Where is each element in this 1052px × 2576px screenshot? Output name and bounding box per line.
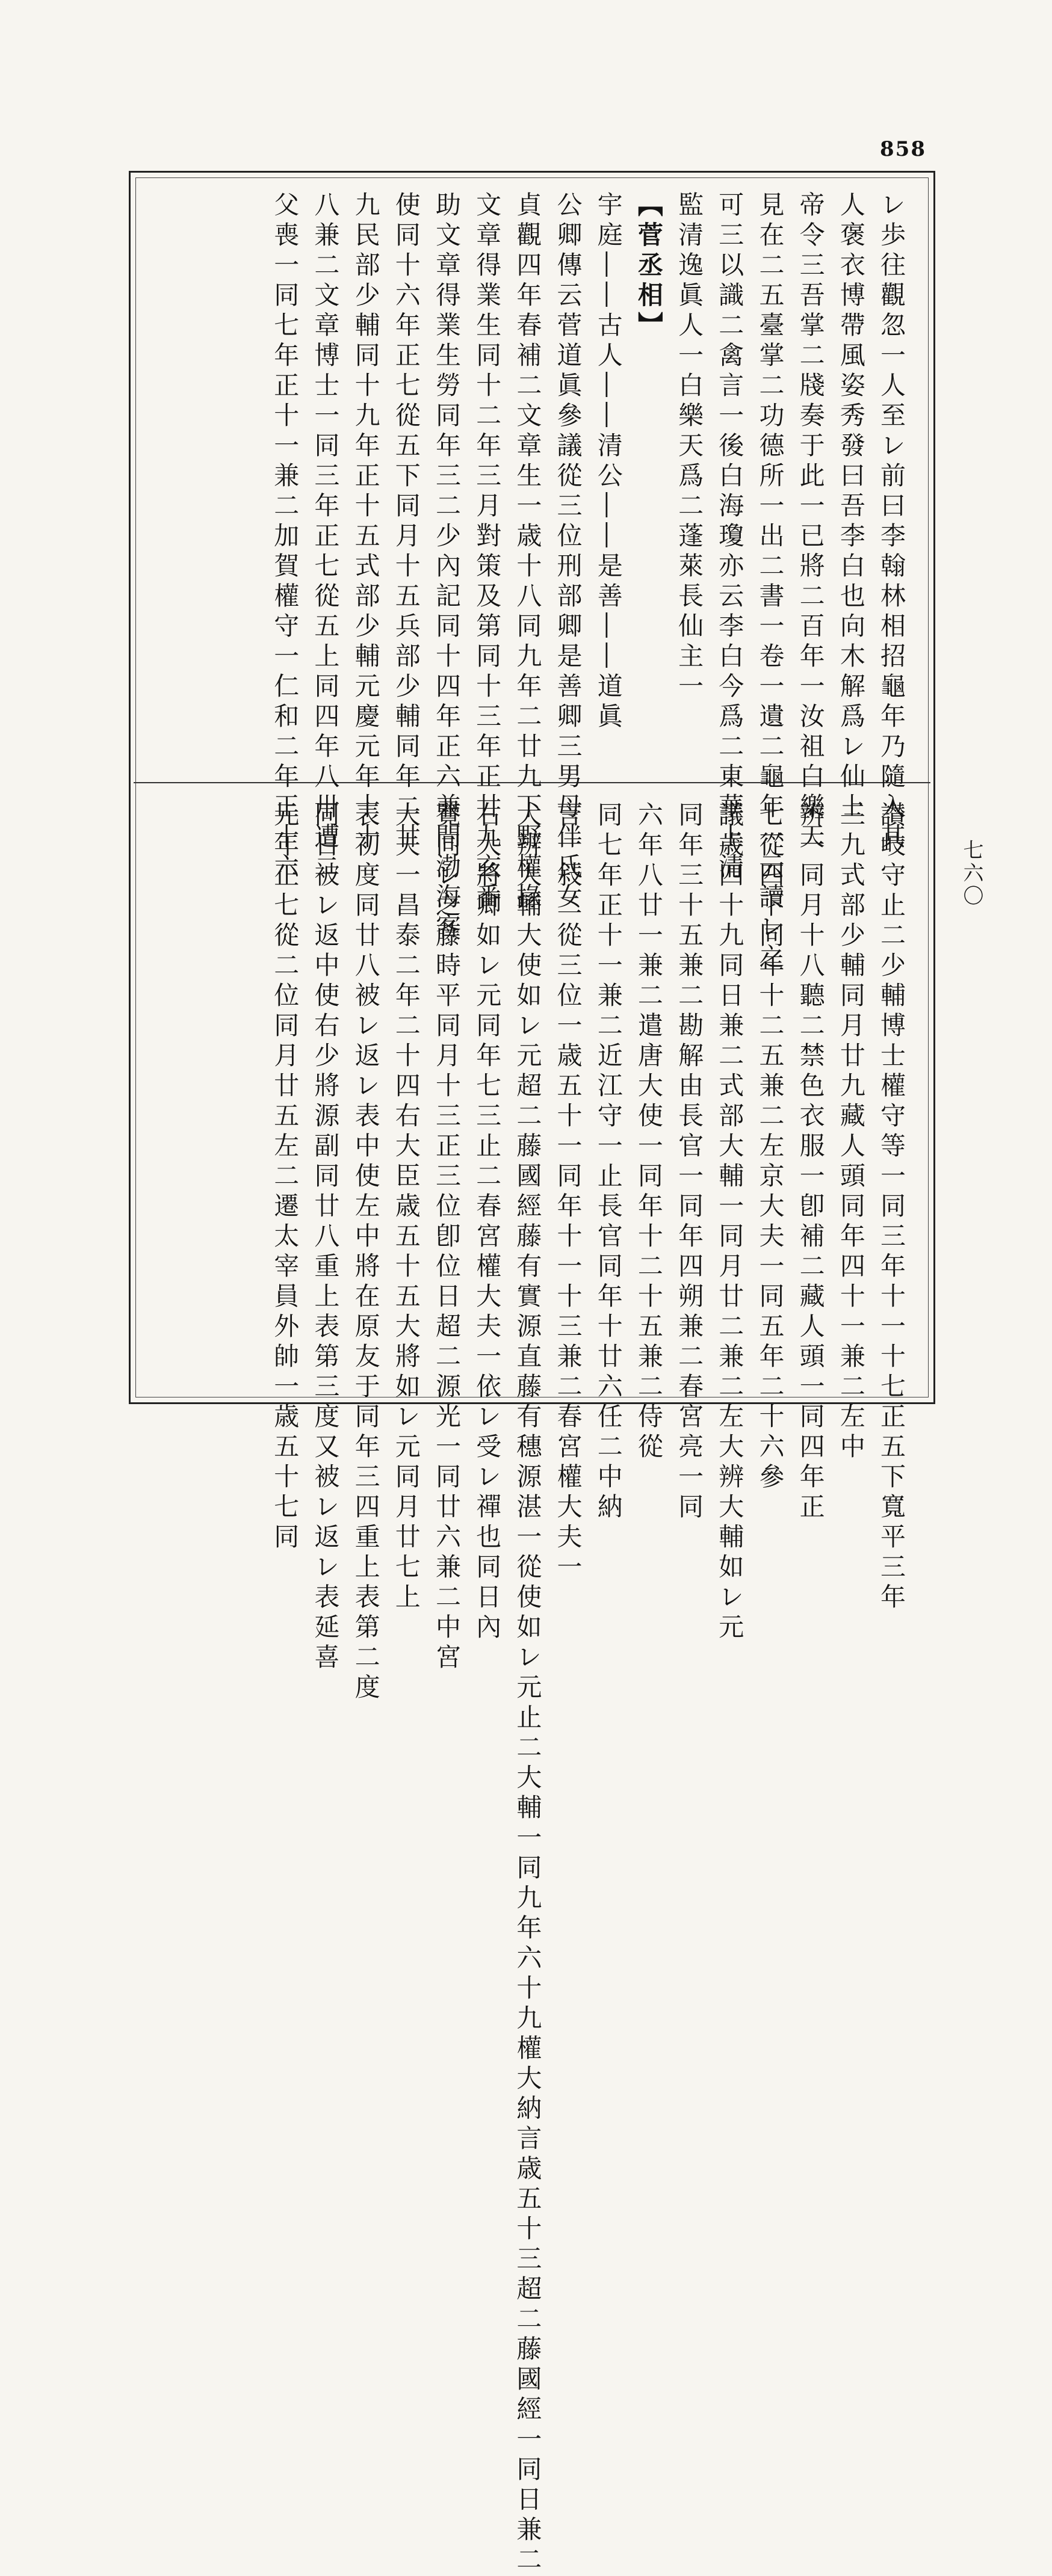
lower-line-1: 讃岐守止二少輔博士權守等一同三年十一十七正五下寬平三年 xyxy=(877,801,906,1613)
lower-line-16: 元年正七從二位同月廿五左二遷太宰員外帥一歳五十七同 xyxy=(270,801,300,1553)
lower-line-10: 大辨大輔大使如レ元超二藤國經藤有實源直藤有穗源湛一從使如レ元止二大輔一同九年六十九權大納言歳五十三超二藤國經一同日兼二 xyxy=(513,801,543,2576)
lower-line-6: 同年三十五兼二勘解由長官一同年四朔兼二春宮亮一同 xyxy=(675,801,705,1523)
upper-line-10: 貞觀四年春補二文章生一歳十八同九年二廿九下野權掾 xyxy=(513,191,543,913)
upper-line-14: 九民部少輔同十九年正十五式部少輔元慶元年十十 xyxy=(351,191,381,853)
lower-line-14: 表初度同廿八被レ返レ表中使左中將在原友于同年三四重上表第二度 xyxy=(351,801,381,1704)
lower-line-2: 三九式部少輔同月廿九藏人頭同年四十一兼二左中 xyxy=(836,801,866,1463)
upper-line-16: 父喪一同七年正十一兼二加賀權守一仁和二年正十六 xyxy=(270,191,300,883)
section-heading: 【菅丞相】 xyxy=(634,191,664,342)
upper-line-12: 助文章得業生勞同年三二少內記同十四年正六兼問渤海客 xyxy=(432,191,462,943)
upper-line-11: 文章得業生同十二年三月對策及第同十三年正廿九玄番 xyxy=(472,191,503,913)
upper-line-2: 人褒衣博帶風姿秀發曰吾李白也向木解爲レ仙上 xyxy=(836,191,866,823)
lower-text-block xyxy=(162,801,912,2576)
lower-line-7: 六年八廿一兼二遣唐大使一同年十二十五兼二侍從 xyxy=(634,801,664,1463)
lower-line-9: 言一敍二從三位一歳五十一同年十一十三兼二春宮權大夫一 xyxy=(553,801,583,1583)
upper-line-1: レ歩往觀忽一人至レ前曰李翰林相招龜年乃隨入其 xyxy=(877,191,906,853)
lower-line-8: 同七年正十一兼二近江守一止長官同年十廿六任二中納 xyxy=(593,801,623,1523)
upper-line-6: 監清逸眞人一白樂天爲二蓬萊長仙主一 xyxy=(675,191,705,703)
side-page-number: 七六〇 xyxy=(959,839,983,908)
page-number: 858 xyxy=(880,137,926,161)
lower-line-5: 議歳四十九同日兼二式部大輔一同月廿二兼二左大辨大輔如レ元 xyxy=(715,801,745,1644)
lower-line-12: 覽同レ之藤時平同月十三正三位卽位日超二源光一同廿六兼二中宮 xyxy=(432,801,462,1674)
genealogy-line: 宇庭――古人――清公――是善――道眞 xyxy=(593,191,623,733)
upper-line-15: 八兼二文章博士一同三年正七從五上同四年八卅遭二 xyxy=(311,191,341,883)
upper-line-13: 使同十六年正七從五下同月十五兵部少輔同年二廿 xyxy=(391,191,421,853)
upper-text-block xyxy=(162,191,912,973)
upper-line-5: 可三以識二禽言一後白海瓊亦云李白今爲二東華上清 xyxy=(715,191,745,883)
lower-line-13: 大夫一昌泰二年二十四右大臣歳五十五大將如レ元同月廿七上 xyxy=(391,801,421,1613)
upper-line-9: 公卿傳云菅道眞參議從三位刑部卿是善卿三男母伴氏女 xyxy=(553,191,583,913)
lower-line-3: 辨一同月十八聽二禁色衣服一卽補二藏人頭一同四年正 xyxy=(796,801,826,1523)
lower-line-15: 同日被レ返中使右少將源副同廿八重上表第三度又被レ返レ表延喜 xyxy=(311,801,341,1674)
lower-line-4: 七從四下同年十二五兼二左京大夫一同五年二十六參 xyxy=(755,801,785,1493)
lower-line-11: 右大將卿如レ元同年七三止二春宮權大夫一依レ受レ禪也同日內 xyxy=(472,801,503,1644)
upper-line-4: 見在二五臺掌二功德所一出二書一卷一遺二龜年一云讀レ之 xyxy=(755,191,785,973)
upper-line-3: 帝令三吾掌二牋奏于此一已將二百年一汝祖白樂天 xyxy=(796,191,826,853)
